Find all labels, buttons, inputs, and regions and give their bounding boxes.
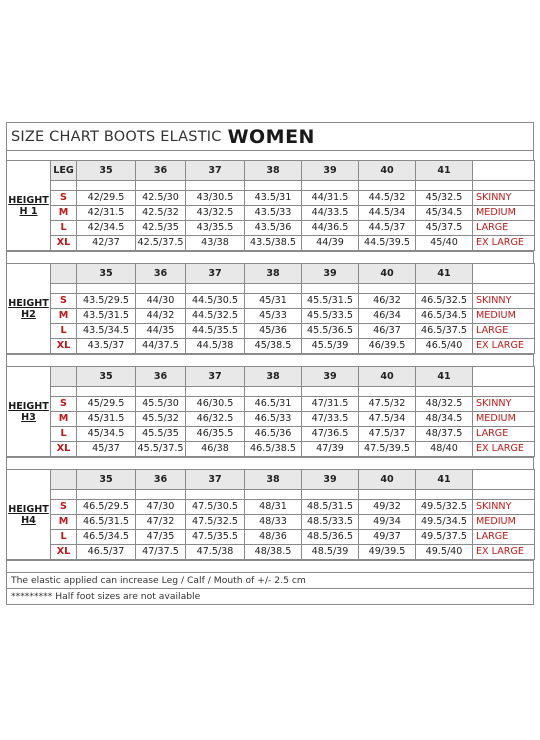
measure-cell: 47.5/34	[359, 412, 416, 427]
measure-cell: 45.5/32	[136, 412, 186, 427]
fit-label: MEDIUM	[473, 515, 535, 530]
measure-cell: 47/33.5	[302, 412, 359, 427]
measure-cell: 45.5/31.5	[302, 294, 359, 309]
measure-cell: 47.5/38	[186, 545, 245, 560]
table-row	[7, 191, 535, 206]
blank-cell	[245, 387, 302, 397]
measure-cell: 49/32	[359, 500, 416, 515]
measure-cell: 44.5/39.5	[359, 236, 416, 251]
measure-cell: 46/30.5	[186, 397, 245, 412]
fit-label: EX LARGE	[473, 545, 535, 560]
measure-cell: 42.5/35	[136, 221, 186, 236]
width-letter: S	[51, 294, 77, 309]
measure-cell: 49/34	[359, 515, 416, 530]
measure-cell: 45.5/33.5	[302, 309, 359, 324]
measure-cell: 45/34.5	[416, 206, 473, 221]
blank-cell	[473, 490, 535, 500]
height-word: HEIGHT	[8, 503, 49, 515]
measure-cell: 46.5/40	[416, 339, 473, 354]
table-row	[7, 294, 535, 309]
measure-cell: 48.5/33.5	[302, 515, 359, 530]
measure-cell: 48.5/31.5	[302, 500, 359, 515]
measure-cell: 49/37	[359, 530, 416, 545]
measure-cell: 46/32.5	[186, 412, 245, 427]
table-row	[7, 236, 535, 251]
leg-header	[51, 367, 77, 387]
measure-cell: 44/30	[136, 294, 186, 309]
blank-cell	[416, 284, 473, 294]
size-header: 37	[186, 161, 245, 181]
width-letter: L	[51, 530, 77, 545]
blank-row	[7, 181, 535, 191]
size-header: 38	[245, 470, 302, 490]
size-table-h3	[6, 366, 535, 457]
measure-cell: 44.5/35.5	[186, 324, 245, 339]
measure-cell: 44/33.5	[302, 206, 359, 221]
measure-cell: 43.5/31	[245, 191, 302, 206]
measure-cell: 47/31.5	[302, 397, 359, 412]
width-letter: M	[51, 206, 77, 221]
size-header: 41	[416, 161, 473, 181]
measure-cell: 43/32.5	[186, 206, 245, 221]
size-header: 37	[186, 470, 245, 490]
measure-cell: 42/31.5	[77, 206, 136, 221]
fit-header	[473, 161, 535, 181]
fit-header	[473, 367, 535, 387]
fit-label: LARGE	[473, 221, 535, 236]
measure-cell: 46/38	[186, 442, 245, 457]
measure-cell: 43.5/36	[245, 221, 302, 236]
blank-cell	[186, 181, 245, 191]
blank-cell	[186, 490, 245, 500]
fit-label: LARGE	[473, 324, 535, 339]
measure-cell: 48/34.5	[416, 412, 473, 427]
measure-cell: 42.5/32	[136, 206, 186, 221]
measure-cell: 47.5/39.5	[359, 442, 416, 457]
width-letter: XL	[51, 545, 77, 560]
fit-label: SKINNY	[473, 191, 535, 206]
size-table-h2	[6, 263, 535, 354]
width-letter: M	[51, 412, 77, 427]
width-letter: L	[51, 427, 77, 442]
measure-cell: 47/35	[136, 530, 186, 545]
width-letter: S	[51, 191, 77, 206]
measure-cell: 46/32	[359, 294, 416, 309]
measure-cell: 44.5/32	[359, 191, 416, 206]
fit-label: SKINNY	[473, 500, 535, 515]
blank-cell	[51, 284, 77, 294]
fit-label: EX LARGE	[473, 236, 535, 251]
blank-cell	[77, 490, 136, 500]
fit-label: LARGE	[473, 530, 535, 545]
measure-cell: 48/31	[245, 500, 302, 515]
height-word: HEIGHT	[8, 194, 49, 206]
blank-cell	[473, 181, 535, 191]
blank-cell	[77, 284, 136, 294]
size-header: 39	[302, 161, 359, 181]
measure-cell: 48/38.5	[245, 545, 302, 560]
blank-cell	[416, 490, 473, 500]
blank-cell	[136, 181, 186, 191]
blank-cell	[186, 387, 245, 397]
blank-cell	[416, 387, 473, 397]
measure-cell: 47.5/37	[359, 427, 416, 442]
measure-cell: 46.5/34.5	[416, 309, 473, 324]
size-header: 40	[359, 367, 416, 387]
header-row	[7, 161, 535, 181]
size-header: 41	[416, 470, 473, 490]
table-row	[7, 339, 535, 354]
table-row	[7, 324, 535, 339]
blank-cell	[359, 284, 416, 294]
measure-cell: 45/29.5	[77, 397, 136, 412]
blank-cell	[473, 284, 535, 294]
measure-cell: 44.5/38	[186, 339, 245, 354]
measure-cell: 43/35.5	[186, 221, 245, 236]
table-row	[7, 515, 535, 530]
blank-cell	[186, 284, 245, 294]
header-row	[7, 470, 535, 490]
title-text: SIZE CHART BOOTS ELASTIC	[11, 128, 222, 145]
table-row	[7, 206, 535, 221]
blank-cell	[51, 490, 77, 500]
blank-cell	[359, 387, 416, 397]
blank-cell	[416, 181, 473, 191]
blank-cell	[51, 181, 77, 191]
measure-cell: 46/34	[359, 309, 416, 324]
measure-cell: 46.5/29.5	[77, 500, 136, 515]
measure-cell: 43.5/31.5	[77, 309, 136, 324]
table-row	[7, 500, 535, 515]
chart-title	[6, 122, 534, 150]
blank-cell	[77, 181, 136, 191]
block-gap	[6, 251, 534, 263]
fit-label: EX LARGE	[473, 442, 535, 457]
fit-label: MEDIUM	[473, 309, 535, 324]
width-letter: XL	[51, 236, 77, 251]
measure-cell: 45.5/30	[136, 397, 186, 412]
header-row	[7, 264, 535, 284]
measure-cell: 46.5/36	[245, 427, 302, 442]
measure-cell: 46/35.5	[186, 427, 245, 442]
measure-cell: 44.5/30.5	[186, 294, 245, 309]
table-row	[7, 412, 535, 427]
blank-cell	[359, 181, 416, 191]
height-number: H3	[21, 411, 36, 423]
width-letter: XL	[51, 442, 77, 457]
measure-cell: 43/30.5	[186, 191, 245, 206]
blank-row	[7, 387, 535, 397]
width-letter: M	[51, 309, 77, 324]
measure-cell: 47/30	[136, 500, 186, 515]
measure-cell: 44/37.5	[136, 339, 186, 354]
measure-cell: 45/37	[77, 442, 136, 457]
measure-cell: 44/31.5	[302, 191, 359, 206]
measure-cell: 44/36.5	[302, 221, 359, 236]
width-letter: S	[51, 397, 77, 412]
table-row	[7, 545, 535, 560]
measure-cell: 46.5/31.5	[77, 515, 136, 530]
measure-cell: 45/31	[245, 294, 302, 309]
size-header: 40	[359, 264, 416, 284]
measure-cell: 46/37	[359, 324, 416, 339]
measure-cell: 47.5/30.5	[186, 500, 245, 515]
blank-cell	[302, 181, 359, 191]
measure-cell: 46.5/38.5	[245, 442, 302, 457]
size-header: 35	[77, 470, 136, 490]
height-label	[7, 264, 51, 354]
measure-cell: 42.5/30	[136, 191, 186, 206]
measure-cell: 45.5/36.5	[302, 324, 359, 339]
table-row	[7, 221, 535, 236]
measure-cell: 43/38	[186, 236, 245, 251]
fit-label: MEDIUM	[473, 206, 535, 221]
measure-cell: 44.5/37	[359, 221, 416, 236]
blank-cell	[302, 284, 359, 294]
measure-cell: 45/40	[416, 236, 473, 251]
blank-cell	[473, 387, 535, 397]
blank-cell	[302, 490, 359, 500]
measure-cell: 43.5/37	[77, 339, 136, 354]
blank-cell	[136, 387, 186, 397]
measure-cell: 47.5/32.5	[186, 515, 245, 530]
height-number: H 1	[19, 205, 38, 217]
size-header: 39	[302, 367, 359, 387]
notes	[6, 572, 534, 605]
fit-header	[473, 470, 535, 490]
height-label	[7, 367, 51, 457]
size-header: 37	[186, 264, 245, 284]
measure-cell: 49.5/40	[416, 545, 473, 560]
measure-cell: 45.5/39	[302, 339, 359, 354]
size-header: 40	[359, 470, 416, 490]
size-header: 41	[416, 264, 473, 284]
size-header: 35	[77, 264, 136, 284]
measure-cell: 47/37.5	[136, 545, 186, 560]
measure-cell: 45/33	[245, 309, 302, 324]
measure-cell: 42/34.5	[77, 221, 136, 236]
blank-cell	[359, 490, 416, 500]
size-header: 39	[302, 264, 359, 284]
size-header: 40	[359, 161, 416, 181]
measure-cell: 44.5/34	[359, 206, 416, 221]
measure-cell: 45/31.5	[77, 412, 136, 427]
measure-cell: 49.5/34.5	[416, 515, 473, 530]
measure-cell: 42/29.5	[77, 191, 136, 206]
size-header: 38	[245, 161, 302, 181]
table-row	[7, 530, 535, 545]
measure-cell: 43.5/29.5	[77, 294, 136, 309]
measure-cell: 47/32	[136, 515, 186, 530]
height-word: HEIGHT	[8, 400, 49, 412]
measure-cell: 44/35	[136, 324, 186, 339]
fit-label: EX LARGE	[473, 339, 535, 354]
measure-cell: 45/38.5	[245, 339, 302, 354]
size-header: 36	[136, 161, 186, 181]
measure-cell: 47.5/35.5	[186, 530, 245, 545]
width-letter: L	[51, 221, 77, 236]
blank-row	[7, 490, 535, 500]
width-letter: L	[51, 324, 77, 339]
header-row	[7, 367, 535, 387]
measure-cell: 46/39.5	[359, 339, 416, 354]
measure-cell: 45/37.5	[416, 221, 473, 236]
table-row	[7, 309, 535, 324]
fit-label: MEDIUM	[473, 412, 535, 427]
measure-cell: 46.5/33	[245, 412, 302, 427]
measure-cell: 43.5/34.5	[77, 324, 136, 339]
table-row	[7, 397, 535, 412]
size-header: 36	[136, 470, 186, 490]
table-row	[7, 442, 535, 457]
measure-cell: 48/36	[245, 530, 302, 545]
leg-header	[51, 264, 77, 284]
measure-cell: 49.5/37.5	[416, 530, 473, 545]
note-half-sizes: ********* Half foot sizes are not available	[7, 588, 533, 604]
size-header: 38	[245, 367, 302, 387]
measure-cell: 49.5/32.5	[416, 500, 473, 515]
leg-header: LEG	[51, 161, 77, 181]
measure-cell: 48.5/36.5	[302, 530, 359, 545]
fit-header	[473, 264, 535, 284]
size-header: 39	[302, 470, 359, 490]
fit-label: SKINNY	[473, 397, 535, 412]
measure-cell: 43.5/38.5	[245, 236, 302, 251]
measure-cell: 48/40	[416, 442, 473, 457]
measure-cell: 48.5/39	[302, 545, 359, 560]
measure-cell: 42/37	[77, 236, 136, 251]
block-gap	[6, 354, 534, 366]
spacer	[6, 150, 534, 160]
size-header: 36	[136, 367, 186, 387]
measure-cell: 48/33	[245, 515, 302, 530]
measure-cell: 47/39	[302, 442, 359, 457]
measure-cell: 48/32.5	[416, 397, 473, 412]
measure-cell: 45/34.5	[77, 427, 136, 442]
block-gap	[6, 457, 534, 469]
blank-cell	[77, 387, 136, 397]
blank-cell	[302, 387, 359, 397]
blank-cell	[136, 490, 186, 500]
measure-cell: 45/36	[245, 324, 302, 339]
height-number: H4	[21, 514, 36, 526]
width-letter: XL	[51, 339, 77, 354]
height-number: H2	[21, 308, 36, 320]
width-letter: S	[51, 500, 77, 515]
measure-cell: 42.5/37.5	[136, 236, 186, 251]
blank-cell	[51, 387, 77, 397]
block-gap	[6, 560, 534, 572]
size-header: 38	[245, 264, 302, 284]
measure-cell: 45.5/37.5	[136, 442, 186, 457]
fit-label: SKINNY	[473, 294, 535, 309]
measure-cell: 46.5/37.5	[416, 324, 473, 339]
size-table-h1	[6, 160, 535, 251]
measure-cell: 45.5/35	[136, 427, 186, 442]
measure-cell: 44.5/32.5	[186, 309, 245, 324]
width-letter: M	[51, 515, 77, 530]
measure-cell: 46.5/32.5	[416, 294, 473, 309]
leg-header	[51, 470, 77, 490]
title-gender: WOMEN	[227, 125, 315, 148]
size-header: 36	[136, 264, 186, 284]
measure-cell: 46.5/31	[245, 397, 302, 412]
size-header: 37	[186, 367, 245, 387]
blank-cell	[136, 284, 186, 294]
measure-cell: 44/39	[302, 236, 359, 251]
measure-cell: 43.5/33	[245, 206, 302, 221]
measure-cell: 49/39.5	[359, 545, 416, 560]
height-blocks	[6, 160, 534, 572]
size-header: 41	[416, 367, 473, 387]
height-word: HEIGHT	[8, 297, 49, 309]
blank-row	[7, 284, 535, 294]
measure-cell: 47/36.5	[302, 427, 359, 442]
size-header: 35	[77, 367, 136, 387]
height-label	[7, 470, 51, 560]
measure-cell: 48/37.5	[416, 427, 473, 442]
blank-cell	[245, 181, 302, 191]
size-chart	[6, 122, 534, 605]
measure-cell: 46.5/37	[77, 545, 136, 560]
measure-cell: 47.5/32	[359, 397, 416, 412]
height-label	[7, 161, 51, 251]
size-table-h4	[6, 469, 535, 560]
size-header: 35	[77, 161, 136, 181]
fit-label: LARGE	[473, 427, 535, 442]
measure-cell: 46.5/34.5	[77, 530, 136, 545]
measure-cell: 45/32.5	[416, 191, 473, 206]
measure-cell: 44/32	[136, 309, 186, 324]
note-elastic: The elastic applied can increase Leg / Calf / Mouth of +/- 2.5 cm	[7, 572, 533, 588]
table-row	[7, 427, 535, 442]
blank-cell	[245, 490, 302, 500]
blank-cell	[245, 284, 302, 294]
